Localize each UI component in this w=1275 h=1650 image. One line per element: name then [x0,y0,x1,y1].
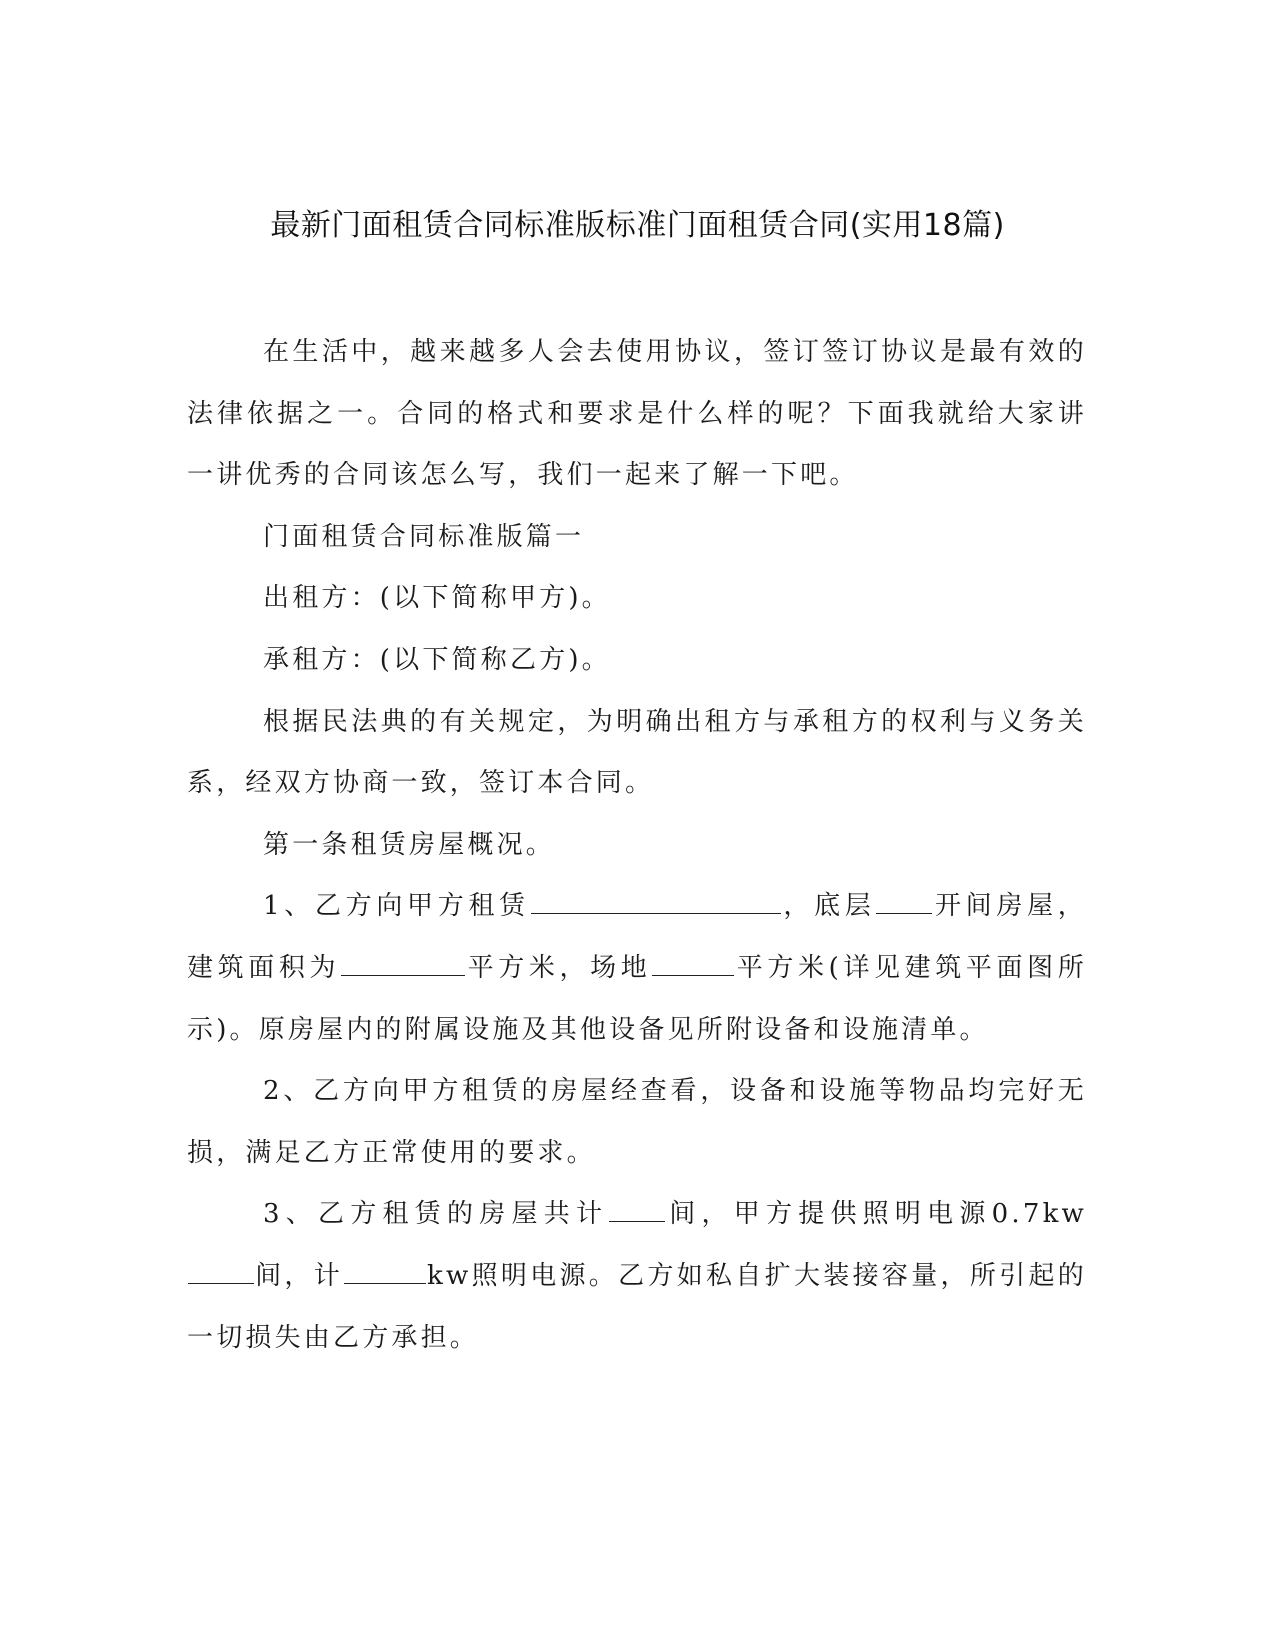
basis-paragraph: 根据民法典的有关规定，为明确出租方与承租方的权利与义务关系，经双方协商一致，签订本合同。 [187,706,1087,799]
blank-field [652,953,734,976]
item-1-text: 开间房屋，建筑面积为 [187,891,1087,983]
lessor-line: 出租方：(以下简称甲方)。 [263,583,611,614]
item-1-paragraph [187,876,1087,1061]
blank-field [876,891,932,914]
section-heading: 门面租赁合同标准版篇一 [263,521,585,552]
blank-field [531,891,781,914]
item-3-paragraph [187,1184,1087,1369]
lessee-line: 承租方：(以下简称乙方)。 [263,644,611,675]
item-3-text: 3、乙方租赁的房屋共计 [263,1199,609,1230]
blank-field [344,1261,426,1284]
item-1-text: 1、乙方向甲方租赁 [263,891,530,922]
item-1-text: 平方米，场地 [466,952,652,983]
document-title: 最新门面租赁合同标准版标准门面租赁合同(实用18篇) [270,208,1005,243]
article-heading: 第一条租赁房屋概况。 [263,829,556,860]
item-2-paragraph: 2、乙方向甲方租赁的房屋经查看，设备和设施等物品均完好无损，满足乙方正常使用的要求。 [187,1076,1087,1168]
blank-field [609,1199,665,1222]
blank-field [341,953,465,976]
item-1-text: 平方米(详见建筑平面图所示)。原房屋内的附属设施及其他设备见所附设备和设施清单。 [187,952,1087,1045]
item-1-text: ，底层 [781,891,876,922]
document-body [187,322,1087,1369]
item-3-text: kw照明电源。乙方如私自扩大装接容量，所引起的一切损失由乙方承担。 [187,1260,1087,1353]
intro-paragraph: 在生活中，越来越多人会去使用协议，签订签订协议是最有效的法律依据之一。合同的格式和要求是什么样的呢？下面我就给大家讲一讲优秀的合同该怎么写，我们一起来了解一下吧。 [187,337,1087,491]
blank-field [188,1261,254,1284]
item-3-text: 间，甲方提供照明电源0.7kw [666,1199,1088,1230]
item-3-text: 间，计 [255,1260,344,1291]
